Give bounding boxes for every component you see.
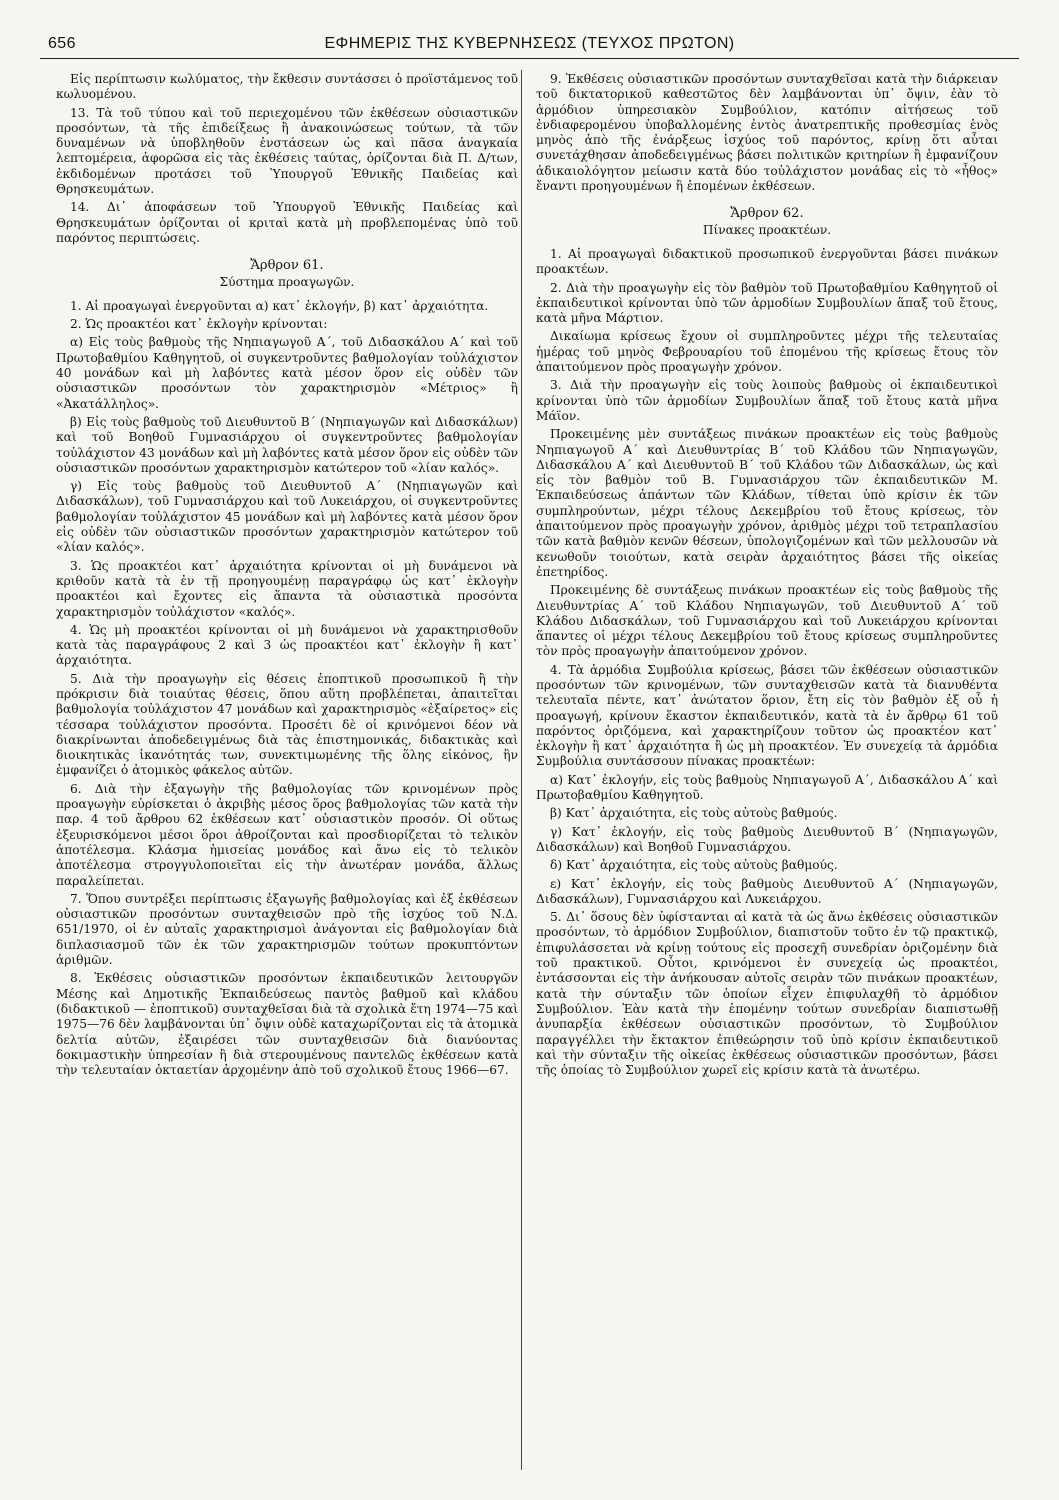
- paragraph: Εἰς περίπτωσιν κωλύματος, τὴν ἔκθεσιν συντάσσει ὁ προϊστάμενος τοῦ κωλυομένου.: [56, 72, 518, 102]
- article-heading: Ἄρθρον 61.: [250, 258, 324, 274]
- gazette-title: ΕΦΗΜΕΡΙΣ ΤΗΣ ΚΥΒΕΡΝΗΣΕΩΣ (ΤΕΥΧΟΣ ΠΡΩΤΟΝ): [324, 35, 735, 52]
- paragraph: α) Κατ᾽ ἐκλογήν, εἰς τοὺς βαθμοὺς Νηπιαγωγοῦ Α΄, Διδασκάλου Α΄ καὶ Πρωτοβαθμίου Καθηγητοῦ.: [536, 772, 998, 803]
- paragraph: 3. Διὰ τὴν προαγωγὴν εἰς τοὺς λοιποὺς βαθμοὺς οἱ ἐκπαιδευτικοὶ κρίνονται ὑπὸ τῶν ἁρμοδίων Συμβουλίων ἅπαξ τοῦ ἔτους κατὰ μῆνα Μάϊον.: [536, 378, 998, 423]
- paragraph: γ) Εἰς τοὺς βαθμοὺς τοῦ Διευθυντοῦ Α΄ (Νηπιαγωγῶν καὶ Διδασκάλων), τοῦ Γυμνασιάρχου καὶ τοῦ Λυκειάρχου, οἱ συγκεντροῦντες βαθμολογίαν τοὐλάχιστον 45 μονάδων καὶ μὴ λαβόντες κατὰ μέσον ὅρον εἰς οὐδὲν τῶν οὐσιαστικῶν προσόντων χαρακτηρισμὸν κατώτερον τοῦ «λίαν καλός».: [56, 479, 518, 555]
- paragraph: α) Εἰς τοὺς βαθμοὺς τῆς Νηπιαγωγοῦ Α΄, τοῦ Διδασκάλου Α΄ καὶ τοῦ Πρωτοβαθμίου Καθηγητοῦ, οἱ συγκεντροῦντες βαθμολογίαν τοὐλάχιστον 40 μονάδων καὶ μὴ λαβόντες κατὰ μέσον ὅρον εἰς οὐδὲν τῶν οὐσιαστικῶν προσόντων τὸν χαρακτηρισμὸν «Μέτριος» ἢ «Ἀκατάλληλος».: [56, 335, 518, 411]
- article-heading: Ἄρθρον 62.: [730, 206, 804, 222]
- right-column: [536, 72, 998, 1081]
- paragraph: 6. Διὰ τὴν ἐξαγωγὴν τῆς βαθμολογίας τῶν κρινομένων πρὸς προαγωγὴν εὑρίσκεται ὁ ἀκριβὴς μέσος ὅρος βαθμολογίας τῶν κατὰ τὴν παρ. 4 τοῦ ἄρθρου 62 ἐκθέσεων κατ᾽ οὐσιαστικὸν προσόν. Οἱ οὕτως ἐξευρισκόμενοι μέσοι ὅροι ἀθροίζονται καὶ προσδιορίζεται τὸ τελικὸν ἀποτέλεσμα. Κλάσμα ἡμισείας μονάδος καὶ ἄνω εἰς τὸ τελικὸν ἀποτέλεσμα στρογγυλοποιεῖται εἰς τὴν ἀνωτέραν μονάδα, ἄλλως παραλείπεται.: [56, 781, 518, 888]
- article-title: Πίνακες προακτέων.: [702, 222, 832, 237]
- paragraph: 5. Δι᾽ ὅσους δὲν ὑφίστανται αἱ κατὰ τὰ ὡς ἄνω ἐκθέσεις οὐσιαστικῶν προσόντων, τὸ ἁρμόδιον Συμβούλιον, διαπιστοῦν τοῦτο ἐν τῷ πρακτικῷ, ἐπιφυλάσσεται νὰ κρίνῃ τούτους εἰς προσεχῆ συνεδρίαν ὁριζομένην διὰ τοῦ πρακτικοῦ. Οὗτοι, κρινόμενοι ἐν συνεχείᾳ ὡς προακτέοι, ἐντάσσονται εἰς τὴν ἀνήκουσαν αὐτοῖς σειρὰν τῶν πινάκων προακτέων, κατὰ τὴν σύνταξιν τῶν ὁποίων εἶχεν ἐπιφυλαχθῆ τὸ ἁρμόδιον Συμβούλιον. Ἐὰν κατὰ τὴν ἑπομένην τούτων συνεδρίαν διαπιστωθῇ ἀνυπαρξία ἐκθέσεων οὐσιαστικῶν προσόντων, τὸ Συμβούλιον παραγγέλλει τὴν ἔκτακτον ἐπιθεώρησιν τοῦ ὑπὸ κρίσιν ἐκπαιδευτικοῦ καὶ τὴν σύνταξιν τῆς οἰκείας ἐκθέσεως οὐσιαστικῶν προσόντων, βάσει τῆς ὁποίας τὸ Συμβούλιον χωρεῖ εἰς κρίσιν κατὰ τὰ ἀνωτέρω.: [536, 910, 998, 1078]
- article-title: Σύστημα προαγωγῶν.: [219, 274, 355, 289]
- paragraph: ε) Κατ᾽ ἐκλογήν, εἰς τοὺς βαθμοὺς Διευθυντοῦ Α΄ (Νηπιαγωγῶν, Διδασκάλων), Γυμνασιάρχου καὶ Λυκειάρχου.: [536, 876, 998, 906]
- paragraph: β) Κατ᾽ ἀρχαιότητα, εἰς τοὺς αὐτοὺς βαθμούς.: [550, 806, 838, 821]
- paragraph: Προκειμένης δὲ συντάξεως πινάκων προακτέων εἰς τοὺς βαθμοὺς τῆς Διευθυντρίας Α΄ τοῦ Κλάδου Νηπιαγωγῶν, τοῦ Διευθυντοῦ Α΄ τοῦ Κλάδου Διδασκάλων, τοῦ Γυμνασιάρχου καὶ τοῦ Λυκειάρχου κρίνονται ἅπαντες οἱ μέχρι τέλους Δεκεμβρίου τοῦ ἔτους κρίσεως συμπληροῦντες τὸν πρὸς προαγωγὴν ἀπαιτούμενον χρόνον.: [536, 583, 998, 659]
- left-column: [56, 72, 518, 1081]
- paragraph: 5. Διὰ τὴν προαγωγὴν εἰς θέσεις ἐποπτικοῦ προσωπικοῦ ἢ τὴν πρόκρισιν διὰ τοιαύτας θέσεις, ὅπου αὕτη προβλέπεται, ἀπαιτεῖται βαθμολογία τοὐλάχιστον 47 μονάδων καὶ χαρακτηρισμὸς «ἐξαίρετος» εἰς τέσσαρα τοὐλάχιστον προσόντα. Προσέτι δὲ οἱ κρινόμενοι δέον νὰ διακρίνωνται ἀποδεδειγμένως διὰ τὰς ἐπιστημονικάς, διδακτικὰς καὶ διοικητικὰς ἱκανότητάς των, συνεκτιμωμένης τῆς ὅλης εἰκόνος, ἣν ἐμφανίζει ὁ ἀτομικὸς φάκελος αὐτῶν.: [56, 671, 518, 778]
- paragraph: 2. Ὡς προακτέοι κατ᾽ ἐκλογὴν κρίνονται:: [70, 317, 328, 332]
- paragraph: 4. Ὡς μὴ προακτέοι κρίνονται οἱ μὴ δυνάμενοι νὰ χαρακτηρισθοῦν κατὰ τὰς παραγράφους 2 καὶ 3 ὡς προακτέοι κατ᾽ ἐκλογὴν ἢ κατ᾽ ἀρχαιότητα.: [56, 622, 518, 668]
- paragraph: 13. Τὰ τοῦ τύπου καὶ τοῦ περιεχομένου τῶν ἐκθέσεων οὐσιαστικῶν προσόντων, τὰ τῆς ἐπιδείξεως ἢ ἀνακοινώσεως τούτων, τὰ τῶν δυναμένων νὰ ὑποβληθοῦν ἐνστάσεων ὡς καὶ πᾶσα ἀναγκαία λεπτομέρεια, ἀφορῶσα εἰς τὰς ἐκθέσεις ταύτας, ὁρίζονται διὰ Π. Δ/των, ἐκδιδομένων προτάσει τοῦ Ὑπουργοῦ Ἐθνικῆς Παιδείας καὶ Θρησκευμάτων.: [56, 105, 518, 197]
- paragraph: 4. Τὰ ἁρμόδια Συμβούλια κρίσεως, βάσει τῶν ἐκθέσεων οὐσιαστικῶν προσόντων τῶν κρινομένων, τῶν συνταχθεισῶν κατὰ τὰ διανυθέντα τελευταῖα πέντε, κατ᾽ ἀνώτατον ὅριον, ἔτη εἰς τὸν βαθμὸν ἐξ οὗ ἡ προαγωγή, κρίνουν ἕκαστον ἐκπαιδευτικόν, κατὰ τὰ ἐν ἄρθρῳ 61 τοῦ παρόντος ὁριζόμενα, καὶ χαρακτηρίζουν τοῦτον ὡς προακτέον κατ᾽ ἐκλογὴν ἢ κατ᾽ ἀρχαιότητα ἢ ὡς μὴ προακτέον. Ἐν συνεχείᾳ τὰ ἁρμόδια Συμβούλια συντάσσουν πίνακας προακτέων:: [536, 662, 998, 769]
- page-header: [40, 30, 1019, 59]
- page-number: 656: [48, 35, 76, 52]
- paragraph: 2. Διὰ τὴν προαγωγὴν εἰς τὸν βαθμὸν τοῦ Πρωτοβαθμίου Καθηγητοῦ οἱ ἐκπαιδευτικοὶ κρίνονται ὑπὸ τῶν ἁρμοδίων Συμβουλίων ἅπαξ τοῦ ἔτους, κατὰ μῆνα Μάρτιον.: [536, 280, 998, 326]
- paragraph: 14. Δι᾽ ἀποφάσεων τοῦ Ὑπουργοῦ Ἐθνικῆς Παιδείας καὶ Θρησκευμάτων ὁρίζονται οἱ κριταὶ κατὰ μὴ προβλεπομένας ὑπὸ τοῦ παρόντος περιπτώσεις.: [56, 200, 518, 245]
- paragraph: 8. Ἐκθέσεις οὐσιαστικῶν προσόντων ἐκπαιδευτικῶν λειτουργῶν Μέσης καὶ Δημοτικῆς Ἐκπαιδεύσεως παντὸς βαθμοῦ καὶ κλάδου (διδακτικοῦ — ἐποπτικοῦ) συνταχθεῖσαι διὰ τὰ σχολικὰ ἔτη 1974—75 καὶ 1975—76 δὲν λαμβάνονται ὑπ᾽ ὄψιν οὐδὲ καταχωρίζονται εἰς τὰ ἀτομικὰ δελτία αὐτῶν, ἐξαιρέσει τῶν συνταχθεισῶν διὰ διανύοντας δοκιμαστικὴν ὑπηρεσίαν ἢ διὰ στερουμένους παντελῶς ἐκθέσεων κατὰ τὴν τελευταίαν ὀκταετίαν ἀρχομένην ἀπὸ τοῦ σχολικοῦ ἔτους 1966—67.: [56, 971, 518, 1078]
- paragraph: Δικαίωμα κρίσεως ἔχουν οἱ συμπληροῦντες μέχρι τῆς τελευταίας ἡμέρας τοῦ μηνὸς Φεβρουαρίου τοῦ ἐπομένου τῆς κρίσεως ἔτους τὸν ἀπαιτούμενον πρὸς προαγωγὴν χρόνον.: [536, 329, 998, 375]
- paragraph: 1. Αἱ προαγωγαὶ διδακτικοῦ προσωπικοῦ ἐνεργοῦνται βάσει πινάκων προακτέων.: [536, 246, 998, 277]
- paragraph: 9. Ἐκθέσεις οὐσιαστικῶν προσόντων συνταχθεῖσαι κατὰ τὴν διάρκειαν τοῦ δικτατορικοῦ καθεστῶτος δὲν λαμβάνονται ὑπ᾽ ὄψιν, ἐὰν τὸ ἁρμόδιον ὑπηρεσιακὸν Συμβούλιον, κατόπιν αἰτήσεως τοῦ ἐνδιαφερομένου ὑποβαλλομένης ἐντὸς ἀνατρεπτικῆς προθεσμίας ἑνὸς μηνὸς ἀπὸ τῆς ἐνάρξεως ἰσχύος τοῦ παρόντος, κρίνῃ ὅτι αὗται συνετάχθησαν ἀποδεδειγμένως βάσει πολιτικῶν κριτηρίων ἢ ἐμφανίζουν ἀδικαιολόγητον μείωσιν κατὰ δύο τοὐλάχιστον μονάδας εἰς τὸ «ἦθος» ἔναντι προηγουμένων ἢ ἑπομένων ἐκθέσεων.: [536, 72, 998, 194]
- paragraph: 1. Αἱ προαγωγαὶ ἐνεργοῦνται α) κατ᾽ ἐκλογήν, β) κατ᾽ ἀρχαιότητα.: [70, 298, 489, 313]
- paragraph: γ) Κατ᾽ ἐκλογήν, εἰς τοὺς βαθμοὺς Διευθυντοῦ Β΄ (Νηπιαγωγῶν, Διδασκάλων) καὶ Βοηθοῦ Γυμνασιάρχου.: [536, 824, 998, 854]
- paragraph: Προκειμένης μὲν συντάξεως πινάκων προακτέων εἰς τοὺς βαθμοὺς Νηπιαγωγοῦ Α΄ καὶ Διευθυντρίας Β΄ τοῦ Κλάδου τῶν Νηπιαγωγῶν, Διδασκάλου Α΄ καὶ Διευθυντοῦ Β΄ τοῦ Κλάδου τῶν Διδασκάλων, ὡς καὶ εἰς τὸν βαθμὸν τοῦ Β. Γυμνασιάρχου τῶν ἐκπαιδευτικῶν Μ. Ἐκπαιδεύσεως ἁπάντων τῶν Κλάδων, τίθεται ὑπὸ κρίσιν ἐκ τῶν συμπληρούντων, μέχρι τέλους Δεκεμβρίου τοῦ ἔτους κρίσεως, τὸν ἀπαιτούμενον πρὸς προαγωγὴν χρόνον, ἀριθμὸς μέχρι τοῦ τετραπλασίου τῶν κατὰ βαθμὸν κενῶν θέσεων, ὑπολογιζομένων καὶ τῶν μελλουσῶν νὰ κενωθοῦν τοιούτων, κατὰ σειρὰν ἀρχαιότητος βάσει τῆς οἰκείας ἐπετηρίδος.: [536, 427, 998, 579]
- paragraph: β) Εἰς τοὺς βαθμοὺς τοῦ Διευθυντοῦ Β΄ (Νηπιαγωγῶν καὶ Διδασκάλων) καὶ τοῦ Βοηθοῦ Γυμνασιάρχου οἱ συγκεντροῦντες βαθμολογίαν τοὐλάχιστον 43 μονάδων καὶ μὴ λαβόντες κατὰ μέσον ὅρον εἰς οὐδὲν τῶν οὐσιαστικῶν προσόντων χαρακτηρισμὸν κατώτερον τοῦ «λίαν καλός».: [56, 414, 519, 475]
- paragraph: 7. Ὅπου συντρέξει περίπτωσις ἐξαγωγῆς βαθμολογίας καὶ ἐξ ἐκθέσεων οὐσιαστικῶν προσόντων συνταχθεισῶν πρὸ τῆς ἰσχύος τοῦ Ν.Δ. 651/1970, οἱ ἐν αὐταῖς χαρακτηρισμοὶ ἀνάγονται εἰς βαθμολογίαν διὰ διπλασιασμοῦ τῶν ἐκ τῶν χαρακτηρισμῶν τούτων προκυπτόντων ἀριθμῶν.: [56, 891, 518, 968]
- paragraph: δ) Κατ᾽ ἀρχαιότητα, εἰς τοὺς αὐτοὺς βαθμούς.: [550, 858, 838, 873]
- column-divider: [521, 70, 522, 1470]
- paragraph: 3. Ὡς προακτέοι κατ᾽ ἀρχαιότητα κρίνονται οἱ μὴ δυνάμενοι νὰ κριθοῦν κατὰ τὰ ἐν τῇ προηγουμένῃ παραγράφῳ ὡς κατ᾽ ἐκλογὴν προακτέοι καὶ ἔχοντες εἰς ἅπαντα τὰ οὐσιαστικὰ προσόντα χαρακτηρισμὸν τοὐλάχιστον «καλός».: [56, 558, 518, 619]
